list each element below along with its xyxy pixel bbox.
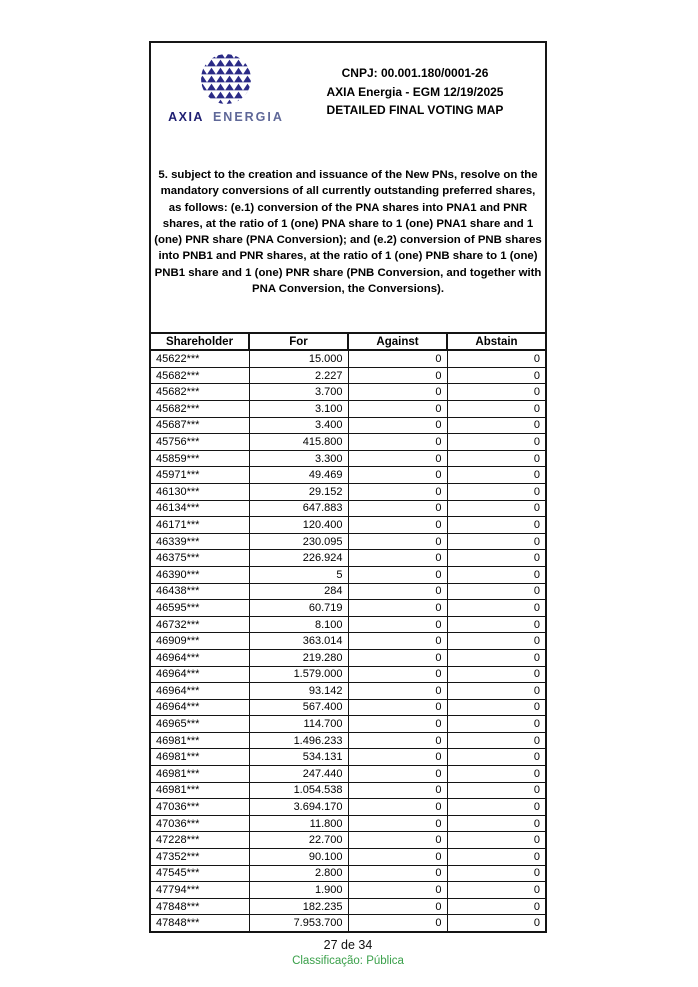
for-cell: 567.400 [249,699,348,716]
abstain-cell: 0 [447,882,546,899]
voting-table-head [150,333,546,350]
brand-wordmark [168,110,284,124]
abstain-cell: 0 [447,417,546,434]
shareholder-cell: 47352*** [150,849,249,866]
against-cell: 0 [348,350,447,367]
against-cell: 0 [348,799,447,816]
against-cell: 0 [348,782,447,799]
against-cell: 0 [348,500,447,517]
classification-label: Classificação: Pública [292,955,404,967]
for-cell: 3.694.170 [249,799,348,816]
for-cell: 8.100 [249,616,348,633]
abstain-cell: 0 [447,350,546,367]
brand-primary-text: AXIA [168,110,204,124]
shareholder-cell: 46981*** [150,749,249,766]
shareholder-cell: 46375*** [150,550,249,567]
for-cell: 15.000 [249,350,348,367]
table-row [150,716,546,733]
shareholder-cell: 46964*** [150,666,249,683]
shareholder-cell: 46981*** [150,782,249,799]
abstain-cell: 0 [447,815,546,832]
against-cell: 0 [348,898,447,915]
voting-table-body [150,350,546,932]
against-cell: 0 [348,832,447,849]
header-cnpj: CNPJ: 00.001.180/0001-26 [341,66,489,80]
shareholder-cell: 46595*** [150,600,249,617]
abstain-cell: 0 [447,401,546,418]
against-cell: 0 [348,766,447,783]
abstain-cell: 0 [447,633,546,650]
abstain-cell: 0 [447,649,546,666]
abstain-cell: 0 [447,865,546,882]
resolution-paragraph: 5. subject to the creation and issuance of the New PNs, resolve on the mandatory conversions of all currently outstanding preferred shares, as follows: (e.1) conversion of the PNA shares into PNA1 and PNR shares, at the ratio of 1 (one) PNA share to 1 (one) PNA1 share and 1 (one) PNR share (PNA Conversion); and (e.2) conversion of PNB shares into PNB1 and PNR shares, at the ratio of 1 (one) PNB share to 1 (one) PNB1 share and 1 (one) PNR share (PNB Conversion, and together with PNA Conversion, the Conversions). [154,169,542,296]
shareholder-cell: 46130*** [150,483,249,500]
abstain-cell: 0 [447,898,546,915]
shareholder-cell: 46981*** [150,732,249,749]
for-cell: 1.496.233 [249,732,348,749]
for-cell: 11.800 [249,815,348,832]
abstain-cell: 0 [447,566,546,583]
abstain-cell: 0 [447,517,546,534]
against-cell: 0 [348,367,447,384]
table-row [150,633,546,650]
for-cell: 647.883 [249,500,348,517]
abstain-cell: 0 [447,434,546,451]
against-cell: 0 [348,450,447,467]
for-cell: 93.142 [249,683,348,700]
header-meeting: AXIA Energia - EGM 12/19/2025 [326,84,504,99]
for-cell: 247.440 [249,766,348,783]
shareholder-cell: 47036*** [150,799,249,816]
table-row [150,500,546,517]
shareholder-cell: 46964*** [150,683,249,700]
for-cell: 49.469 [249,467,348,484]
for-cell: 2.227 [249,367,348,384]
abstain-cell: 0 [447,749,546,766]
against-cell: 0 [348,749,447,766]
table-row [150,898,546,915]
table-row [150,766,546,783]
against-cell: 0 [348,566,447,583]
against-cell: 0 [348,384,447,401]
for-cell: 90.100 [249,849,348,866]
against-cell: 0 [348,467,447,484]
shareholder-cell: 45756*** [150,434,249,451]
column-header-against: Against [348,333,447,350]
for-cell: 120.400 [249,517,348,534]
table-row [150,683,546,700]
for-cell: 2.800 [249,865,348,882]
against-cell: 0 [348,600,447,617]
abstain-cell: 0 [447,583,546,600]
shareholder-cell: 46171*** [150,517,249,534]
against-cell: 0 [348,716,447,733]
table-row [150,450,546,467]
shareholder-cell: 46134*** [150,500,249,517]
for-cell: 114.700 [249,716,348,733]
for-cell: 284 [249,583,348,600]
table-row [150,649,546,666]
table-row [150,832,546,849]
shareholder-cell: 46438*** [150,583,249,600]
table-row [150,550,546,567]
against-cell: 0 [348,882,447,899]
table-row [150,616,546,633]
shareholder-cell: 47794*** [150,882,249,899]
abstain-cell: 0 [447,467,546,484]
table-row [150,417,546,434]
table-row [150,350,546,367]
for-cell: 3.300 [249,450,348,467]
shareholder-cell: 45682*** [150,384,249,401]
abstain-cell: 0 [447,683,546,700]
abstain-cell: 0 [447,600,546,617]
shareholder-cell: 46981*** [150,766,249,783]
table-row [150,367,546,384]
shareholder-cell: 45687*** [150,417,249,434]
table-row [150,666,546,683]
against-cell: 0 [348,865,447,882]
against-cell: 0 [348,699,447,716]
abstain-cell: 0 [447,533,546,550]
abstain-cell: 0 [447,367,546,384]
document-header [301,47,545,124]
abstain-cell: 0 [447,666,546,683]
column-header-for: For [249,333,348,350]
table-row [150,401,546,418]
for-cell: 60.719 [249,600,348,617]
for-cell: 415.800 [249,434,348,451]
against-cell: 0 [348,616,447,633]
abstain-cell: 0 [447,384,546,401]
against-cell: 0 [348,401,447,418]
abstain-cell: 0 [447,732,546,749]
shareholder-cell: 45682*** [150,401,249,418]
shareholder-cell: 46964*** [150,699,249,716]
abstain-cell: 0 [447,699,546,716]
header-row [150,333,546,350]
column-header-shareholder: Shareholder [150,333,249,350]
shareholder-cell: 46964*** [150,649,249,666]
abstain-cell: 0 [447,832,546,849]
shareholder-cell: 47848*** [150,915,249,932]
against-cell: 0 [348,649,447,666]
table-row [150,865,546,882]
brand-secondary-text: ENERGIA [212,110,284,124]
abstain-cell: 0 [447,550,546,567]
table-row [150,882,546,899]
table-row [150,815,546,832]
for-cell: 29.152 [249,483,348,500]
abstain-cell: 0 [447,716,546,733]
for-cell: 1.900 [249,882,348,899]
abstain-cell: 0 [447,450,546,467]
for-cell: 534.131 [249,749,348,766]
table-row [150,434,546,451]
voting-table [149,332,547,933]
against-cell: 0 [348,666,447,683]
table-row [150,566,546,583]
for-cell: 226.924 [249,550,348,567]
table-row [150,849,546,866]
for-cell: 22.700 [249,832,348,849]
abstain-cell: 0 [447,483,546,500]
shareholder-cell: 46965*** [150,716,249,733]
for-cell: 3.700 [249,384,348,401]
shareholder-cell: 45971*** [150,467,249,484]
against-cell: 0 [348,732,447,749]
for-cell: 1.579.000 [249,666,348,683]
for-cell: 1.054.538 [249,782,348,799]
for-cell: 230.095 [249,533,348,550]
table-row [150,732,546,749]
document-page [149,41,547,933]
against-cell: 0 [348,915,447,932]
letterhead [151,47,545,124]
shareholder-cell: 45682*** [150,367,249,384]
against-cell: 0 [348,483,447,500]
table-row [150,915,546,932]
abstain-cell: 0 [447,799,546,816]
abstain-cell: 0 [447,915,546,932]
globe-logo-icon [198,51,254,109]
against-cell: 0 [348,849,447,866]
shareholder-cell: 47545*** [150,865,249,882]
axia-logo [151,47,301,124]
page-number: 27 de 34 [323,938,373,952]
table-row [150,467,546,484]
against-cell: 0 [348,583,447,600]
table-row [150,799,546,816]
table-row [150,583,546,600]
table-row [150,483,546,500]
header-title: DETAILED FINAL VOTING MAP [326,103,504,117]
against-cell: 0 [348,815,447,832]
abstain-cell: 0 [447,782,546,799]
shareholder-cell: 46339*** [150,533,249,550]
against-cell: 0 [348,533,447,550]
for-cell: 3.100 [249,401,348,418]
against-cell: 0 [348,434,447,451]
abstain-cell: 0 [447,849,546,866]
for-cell: 5 [249,566,348,583]
shareholder-cell: 46390*** [150,566,249,583]
table-row [150,749,546,766]
abstain-cell: 0 [447,500,546,517]
table-row [150,384,546,401]
column-header-abstain: Abstain [447,333,546,350]
table-row [150,782,546,799]
against-cell: 0 [348,517,447,534]
for-cell: 363.014 [249,633,348,650]
table-row [150,533,546,550]
table-row [150,699,546,716]
against-cell: 0 [348,417,447,434]
shareholder-cell: 46909*** [150,633,249,650]
shareholder-cell: 45622*** [150,350,249,367]
abstain-cell: 0 [447,616,546,633]
for-cell: 182.235 [249,898,348,915]
against-cell: 0 [348,683,447,700]
for-cell: 7.953.700 [249,915,348,932]
table-row [150,517,546,534]
for-cell: 3.400 [249,417,348,434]
shareholder-cell: 46732*** [150,616,249,633]
against-cell: 0 [348,633,447,650]
shareholder-cell: 45859*** [150,450,249,467]
against-cell: 0 [348,550,447,567]
shareholder-cell: 47036*** [150,815,249,832]
shareholder-cell: 47228*** [150,832,249,849]
shareholder-cell: 47848*** [150,898,249,915]
abstain-cell: 0 [447,766,546,783]
for-cell: 219.280 [249,649,348,666]
table-row [150,600,546,617]
